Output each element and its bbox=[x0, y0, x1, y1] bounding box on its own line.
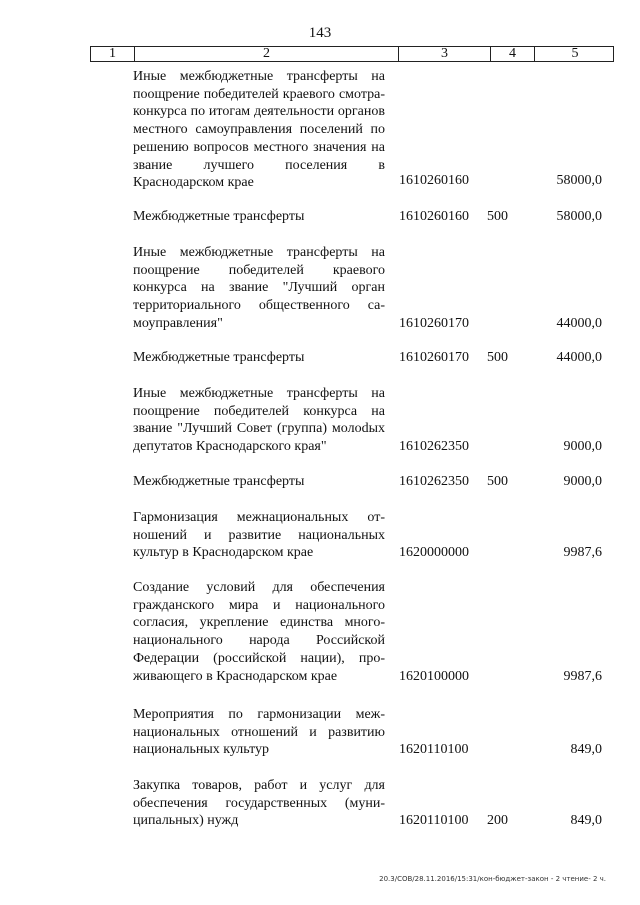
row-amount: 9987,6 bbox=[563, 669, 602, 684]
row-code: 1620100000 bbox=[399, 669, 469, 684]
row-code: 1610262350 bbox=[399, 439, 469, 454]
header-col-5: 5 bbox=[571, 46, 579, 61]
row-name: Межбюджетные трансферты bbox=[133, 209, 305, 224]
row-code: 1610260160 bbox=[399, 209, 469, 224]
row-type: 500 bbox=[487, 350, 508, 365]
row-amount: 58000,0 bbox=[556, 173, 602, 188]
row-type: 500 bbox=[487, 209, 508, 224]
row-code: 1620110100 bbox=[399, 813, 469, 828]
row-name: Гармонизация межнациональных отношений и развитие национальных культур в Краснодарском крае bbox=[133, 510, 385, 561]
row-name: Создание условий для обеспечения гражданского мира и национального согласия, укрепление единства многонационального народа Российской Федерации (российской нации), проживающего в Краснодарском крае bbox=[133, 580, 385, 684]
header-col-3: 3 bbox=[399, 47, 491, 61]
row-amount: 9000,0 bbox=[563, 474, 602, 489]
row-amount: 9000,0 bbox=[563, 439, 602, 454]
row-code: 1610260160 bbox=[399, 173, 469, 188]
row-name: Иные межбюджетные трансферты на поощрение победителей краевого смотра-конкурса по итогам деятельности органов местного самоуправления поселений по решению вопросов местного значения на звание лучшего поселения в Краснодарском крае bbox=[133, 69, 385, 191]
row-amount: 849,0 bbox=[570, 813, 602, 828]
row-name: Закупка товаров, работ и услуг для обеспечения государственных (муниципальных) нужд bbox=[133, 778, 385, 829]
footer-document-stamp: 20.3/СОВ/28.11.2016/15:31/кон-бюджет-закон - 2 чтение- 2 ч. bbox=[379, 875, 606, 883]
table-header bbox=[90, 46, 614, 62]
row-name: Межбюджетные трансферты bbox=[133, 350, 305, 365]
row-type: 200 bbox=[487, 813, 508, 828]
header-col-4: 4 bbox=[491, 47, 535, 61]
row-code: 1610260170 bbox=[399, 350, 469, 365]
row-amount: 849,0 bbox=[570, 742, 602, 757]
row-type: 500 bbox=[487, 474, 508, 489]
row-name: Мероприятия по гармонизации межнациональных отношений и развитию национальных культур bbox=[133, 707, 385, 758]
row-name: Иные межбюджетные трансферты на поощрение победителей конкурса на звание "Лучший Совет (группа) молоdых депутатов Краснодарского края" bbox=[133, 386, 385, 455]
row-code: 1610262350 bbox=[399, 474, 469, 489]
row-code: 1620000000 bbox=[399, 545, 469, 560]
row-name: Иные межбюджетные трансферты на поощрение победителей краевого конкурса на звание "Лучший орган территориального общественного самоуправления" bbox=[133, 245, 385, 331]
row-code: 1620110100 bbox=[399, 742, 469, 757]
row-code: 1610260170 bbox=[399, 316, 469, 331]
page-number: 143 bbox=[308, 25, 332, 41]
row-amount: 44000,0 bbox=[556, 350, 602, 365]
row-amount: 58000,0 bbox=[556, 209, 602, 224]
row-amount: 44000,0 bbox=[556, 316, 602, 331]
header-col-2: 2 bbox=[135, 47, 399, 61]
row-amount: 9987,6 bbox=[563, 545, 602, 560]
header-col-1: 1 bbox=[91, 47, 135, 61]
row-name: Межбюджетные трансферты bbox=[133, 474, 305, 489]
